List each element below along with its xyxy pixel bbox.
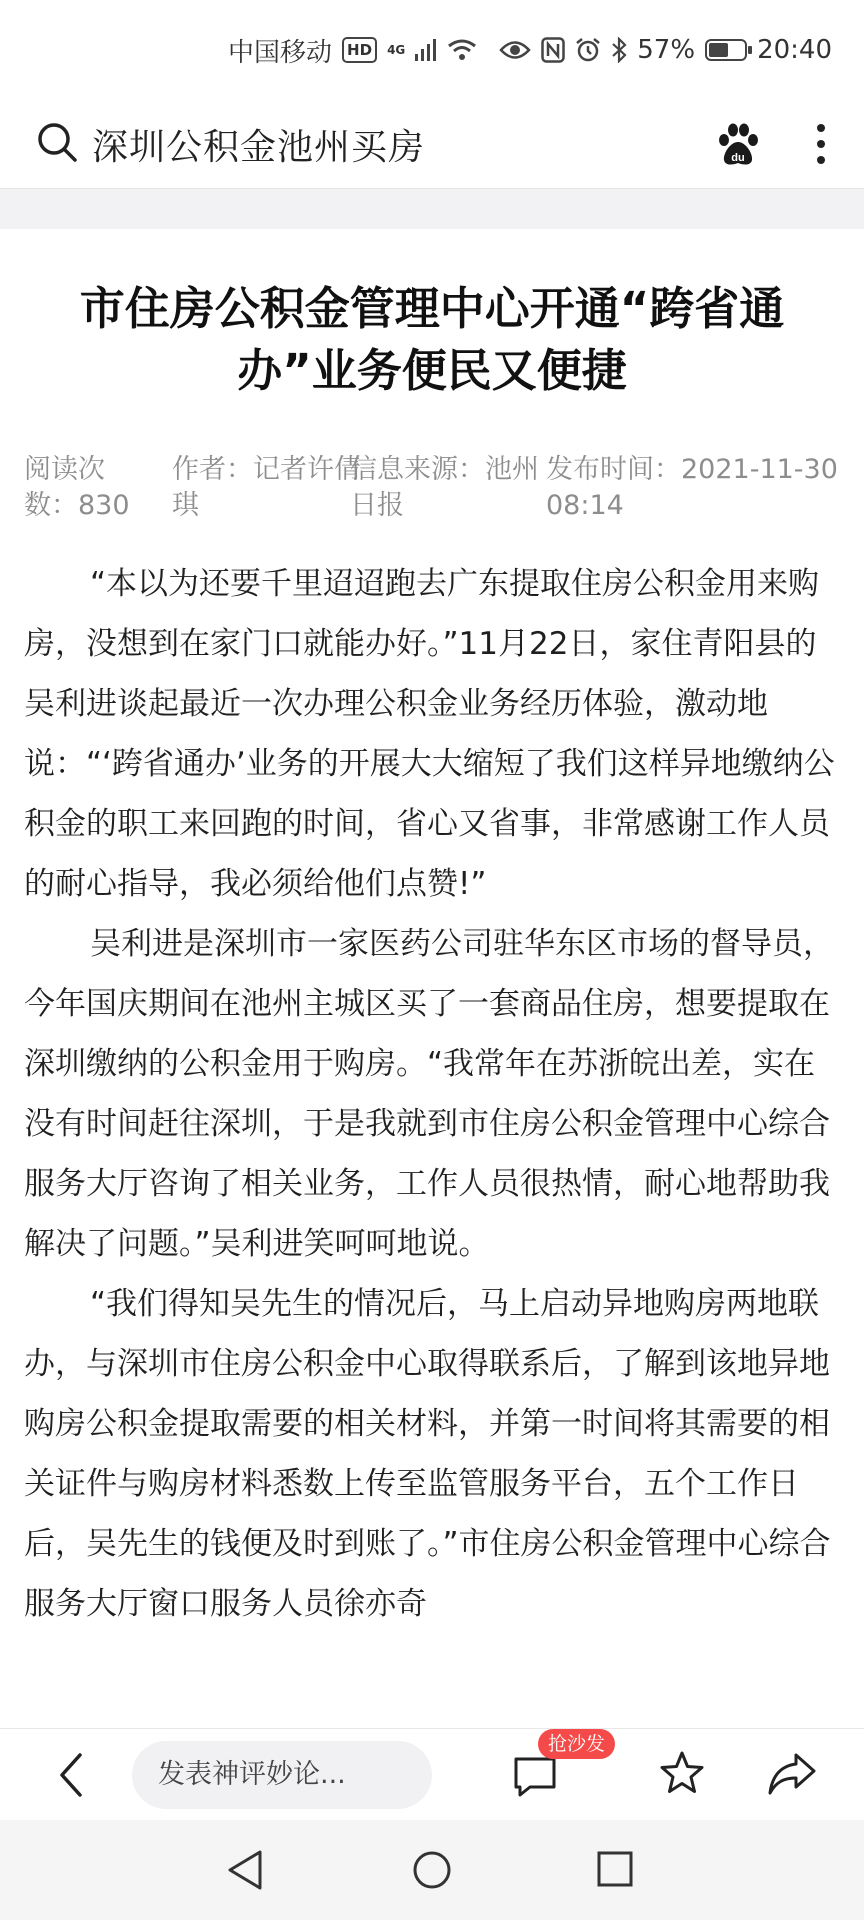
star-icon[interactable] xyxy=(658,1749,706,1797)
article-paragraph: “我们得知吴先生的情况后，马上启动异地购房两地联办，与深圳市住房公积金中心取得联系后，了解到该地异地购房公积金提取需要的相关材料，并第一时间将其需要的相关证件与购房材料悉数上传至监管服务平台，五个工作日后，吴先生的钱便及时到账了。”市住房公积金管理中心综合服务大厅窗口服务人员徐亦奇 xyxy=(24,1286,831,1622)
bluetooth-icon xyxy=(611,37,627,63)
article-title: 市住房公积金管理中心开通“跨省通办”业务便民又便捷 xyxy=(79,282,785,397)
status-bar xyxy=(0,0,864,100)
chevron-left-icon[interactable] xyxy=(50,1749,94,1801)
meta-source: 信息来源：池州日报 xyxy=(350,454,539,521)
article-paragraph: “本以为还要千里迢迢跑去广东提取住房公积金用来购房，没想到在家门口就能办好。”11月22日，家住青阳县的吴利进谈起最近一次办理公积金业务经历体验，激动地说：“‘跨省通办’业务的开展大大缩短了我们这样异地缴纳公积金的职工来回跑的时间，省心又省事，非常感谢工作人员的耐心指导，我必须给他们点赞!” xyxy=(24,566,835,902)
article-paragraph: 吴利进是深圳市一家医药公司驻华东区市场的督导员，今年国庆期间在池州主城区买了一套商品住房，想要提取在深圳缴纳的公积金用于购房。“我常年在苏浙皖出差，实在没有时间赶往深圳，于是我就到市住房公积金管理中心综合服务大厅咨询了相关业务，工作人员很热情，耐心地帮助我解决了问题。”吴利进笑呵呵地说。 xyxy=(24,926,834,1262)
hd-badge: HD xyxy=(342,37,377,63)
more-vertical-icon[interactable] xyxy=(806,120,836,168)
search-bar[interactable] xyxy=(0,100,864,188)
battery-fill xyxy=(709,43,728,57)
search-query[interactable]: 深圳公积金池州买房 xyxy=(92,126,426,168)
meta-published: 发布时间：2021-11-30 08:14 xyxy=(546,454,838,521)
sofa-badge[interactable]: 抢沙发 xyxy=(538,1729,615,1759)
carrier-label: 中国移动 xyxy=(228,37,333,68)
wifi-icon xyxy=(447,38,477,62)
signal-icon xyxy=(415,39,437,61)
share-icon[interactable] xyxy=(766,1751,818,1797)
nfc-icon xyxy=(541,37,565,63)
baidu-paw-icon[interactable] xyxy=(714,120,762,168)
meta-author: 作者：记者许倩琪 xyxy=(172,454,361,521)
alarm-icon xyxy=(575,37,601,63)
article-body xyxy=(24,554,844,1724)
nav-back-icon[interactable] xyxy=(224,1848,266,1892)
battery-percent: 57% xyxy=(637,35,696,65)
article-meta xyxy=(24,452,840,532)
search-icon[interactable] xyxy=(36,121,78,167)
bottom-action-bar xyxy=(0,1728,864,1821)
svg-text:du: du xyxy=(731,152,745,164)
meta-reads: 阅读次数：830 xyxy=(24,454,130,521)
comment-input[interactable]: 发表神评妙论... xyxy=(132,1741,432,1809)
network-type xyxy=(387,44,405,56)
eye-icon xyxy=(499,39,531,61)
system-nav-bar xyxy=(0,1820,864,1920)
network-label: 4G xyxy=(387,43,406,57)
nav-recent-icon[interactable] xyxy=(596,1850,634,1888)
nav-home-icon[interactable] xyxy=(412,1850,452,1890)
battery-icon xyxy=(705,39,747,61)
clock: 20:40 xyxy=(757,35,832,65)
divider-band xyxy=(0,188,864,229)
